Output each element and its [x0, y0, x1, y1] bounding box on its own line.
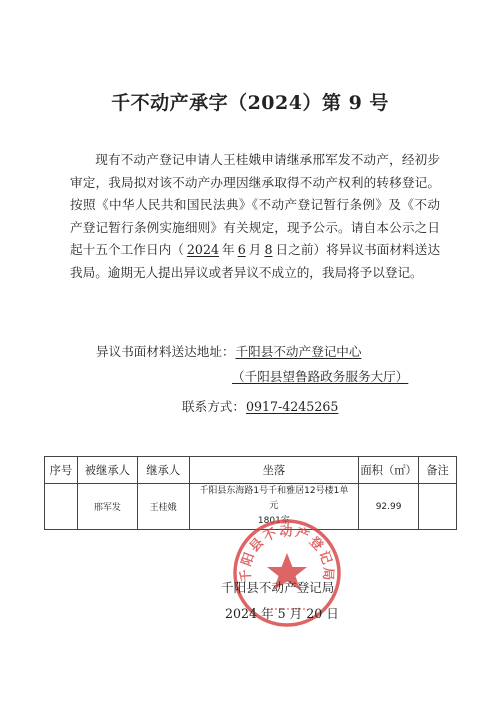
address-value-line1: 千阳县不动产登记中心 — [235, 344, 362, 359]
signature-date: 2024 年 5 月 20 日 — [225, 606, 339, 621]
seal-text: 千阳县不动产登记局 — [238, 524, 336, 583]
table-header-row — [45, 457, 457, 484]
cell-remark — [419, 484, 457, 530]
notice-month: 6 — [237, 242, 246, 258]
address-value-line2: （千阳县望鲁路政务服务大厅） — [232, 369, 409, 384]
signature-org: 千阳县不动产登记局 — [221, 580, 335, 595]
cell-area: 92.99 — [359, 484, 419, 530]
header-index: 序号 — [45, 457, 78, 484]
notice-paragraph — [70, 149, 440, 285]
address-line-2 — [231, 366, 409, 385]
notice-year: 2024 — [186, 242, 219, 258]
header-remark: 备注 — [419, 457, 457, 484]
notice-month-unit: 月 — [248, 242, 262, 258]
header-location: 坐落 — [189, 457, 359, 484]
cell-location-line1: 千阳县东海路1号千和雅居12号楼1单元 — [199, 486, 349, 511]
page-title: 千不动产承字（2024）第 9 号 — [111, 92, 389, 114]
notice-text-before-year: 现有不动产登记申请人王桂娥申请继承邢军发不动产，经初步审定，我局拟对该不动产办理因继承取得不动产权利的转移登记。按照《中华人民共和国民法典》《不动产登记暂行条例》及《不动产登记暂行条例实施细则》有关规定，现予公示。请自本公示之日起十五个工作日内（ — [70, 152, 440, 258]
cell-index — [45, 484, 78, 530]
notice-text-after-day: 日之前）将异议书面材料送达我局。逾期无人提出异议或者异议不成立的，我局将予以登记。 — [70, 242, 441, 280]
address-line — [96, 341, 362, 360]
header-deceased: 被继承人 — [77, 457, 137, 484]
contact-phone: 0917-4245265 — [245, 399, 339, 414]
cell-heir: 王桂娥 — [137, 484, 189, 530]
header-heir: 继承人 — [137, 457, 189, 484]
cell-deceased: 邢军发 — [77, 484, 137, 530]
header-area: 面积（㎡） — [359, 457, 419, 484]
contact-line — [182, 396, 339, 415]
address-label: 异议书面材料送达地址： — [96, 344, 235, 359]
contact-label: 联系方式： — [182, 399, 245, 414]
cell-location-line2: 1801室 — [257, 516, 290, 526]
notice-body — [70, 149, 440, 285]
notice-day: 8 — [264, 242, 273, 258]
notice-year-unit: 年 — [221, 242, 235, 258]
